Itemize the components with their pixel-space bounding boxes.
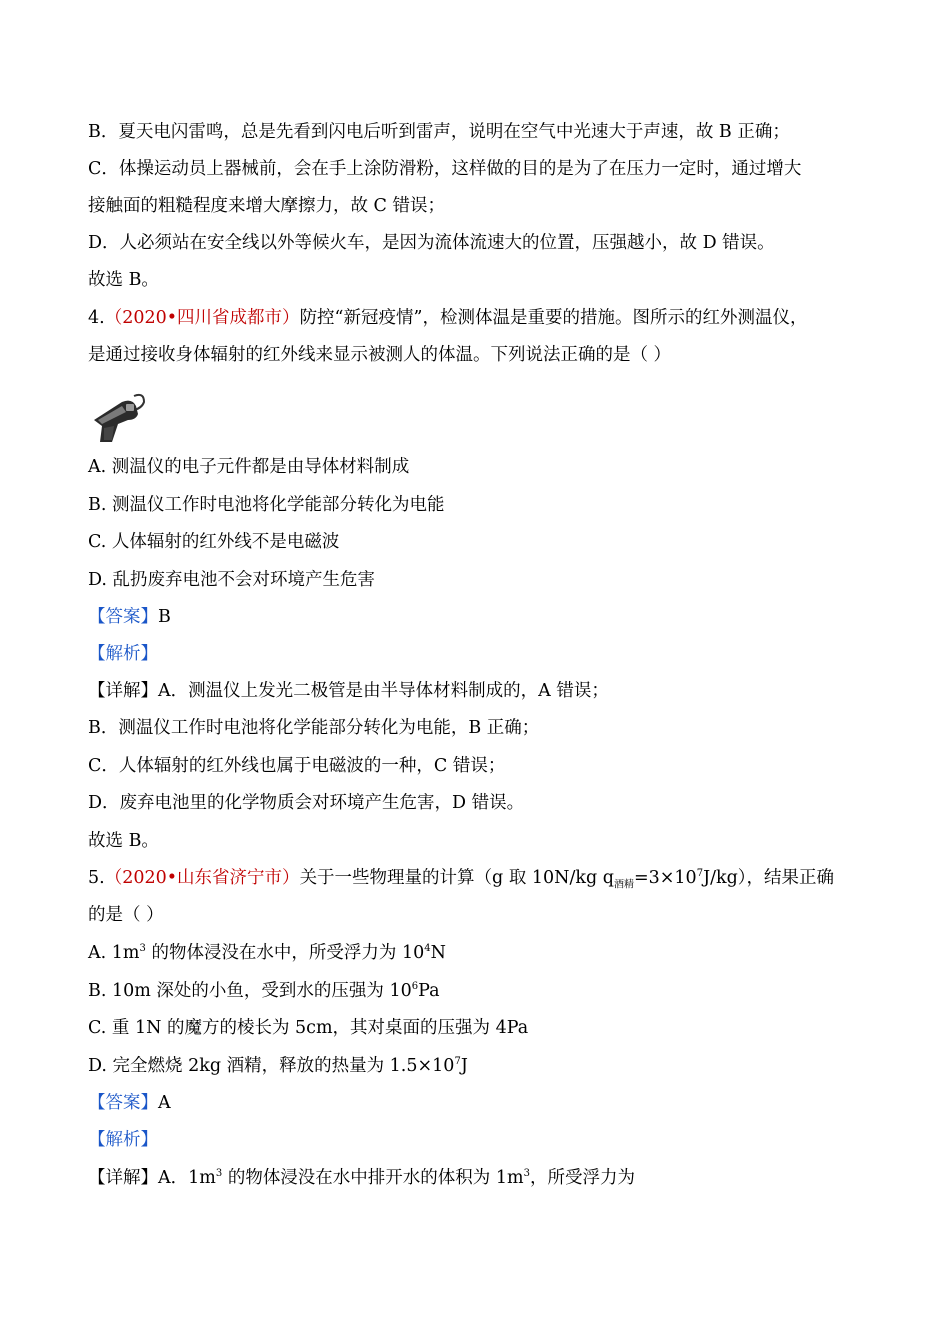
q5-answer-label: 【答案】 <box>88 1093 158 1113</box>
q4-detail-d: D．废弃电池里的化学物质会对环境产生危害，D 错误。 <box>88 793 525 813</box>
q5-option-a-sup2: 4 <box>424 943 431 955</box>
q4-option-a: A. 测温仪的电子元件都是由导体材料制成 <box>88 457 410 477</box>
q4-answer <box>88 605 171 629</box>
q3-explain-c-line2: 接触面的粗糙程度来增大摩擦力，故 C 错误； <box>88 196 446 216</box>
q4-detail-b: B．测温仪工作时电池将化学能部分转化为电能，B 正确； <box>88 718 540 738</box>
q5-source: （2020•山东省济宁市） <box>104 868 300 888</box>
q4-detail-c: C．人体辐射的红外线也属于电磁波的一种，C 错误； <box>88 756 506 776</box>
q5-detail-text3: ，所受浮力为 <box>529 1168 635 1188</box>
q5-number: 5. <box>88 868 105 888</box>
q3-explain-c-line1: C．体操运动员上器械前，会在手上涂防滑粉，这样做的目的是为了在压力一定时，通过增大 <box>88 159 802 179</box>
q5-option-d-sup: 7 <box>454 1056 461 1068</box>
q5-stem-superscript: 7 <box>696 868 704 880</box>
q5-detail-label: 【详解】 <box>88 1168 158 1188</box>
q4-detail-a <box>88 679 609 703</box>
q4-analysis-label: 【解析】 <box>88 644 158 664</box>
q5-stem-text-c: J/kg），结果正确 <box>703 868 835 888</box>
q5-option-b-sup: 6 <box>411 981 419 993</box>
q5-option-d-text2: J <box>460 1056 468 1076</box>
q4-option-c: C. 人体辐射的红外线不是电磁波 <box>88 532 340 552</box>
q4-source: （2020•四川省成都市） <box>104 308 300 328</box>
q4-option-d: D. 乱扔废弃电池不会对环境产生危害 <box>88 570 376 590</box>
q5-option-c: C. 重 1N 的魔方的棱长为 5cm，其对桌面的压强为 4Pa <box>88 1018 529 1038</box>
q4-number: 4. <box>88 308 105 328</box>
q5-option-d-text1: D. 完全燃烧 2kg 酒精，释放的热量为 1.5×10 <box>88 1056 455 1076</box>
q4-detail-label: 【详解】 <box>88 681 158 701</box>
q4-detail-a-text: A．测温仪上发光二极管是由半导体材料制成的，A 错误； <box>158 681 609 701</box>
q5-option-b-text1: B. 10m 深处的小鱼，受到水的压强为 10 <box>88 981 412 1001</box>
q5-analysis-label: 【解析】 <box>88 1130 158 1150</box>
q5-detail-sup2: 3 <box>523 1168 530 1180</box>
q4-conclusion: 故选 B。 <box>88 831 159 851</box>
q4-answer-value: B <box>158 607 171 627</box>
q4-stem-line1 <box>88 306 807 330</box>
infrared-thermometer-icon <box>88 390 158 444</box>
q5-option-a-sup1: 3 <box>139 943 146 955</box>
q4-stem-text: 防控“新冠疫情”，检测体温是重要的措施。图所示的红外测温仪， <box>299 308 808 328</box>
q5-detail-sup1: 3 <box>215 1168 223 1180</box>
q5-option-a-text3: N <box>430 943 446 963</box>
q3-explain-b: B．夏天电闪雷鸣，总是先看到闪电后听到雷声，说明在空气中光速大于声速，故 B 正确； <box>88 122 790 142</box>
q4-answer-label: 【答案】 <box>88 607 158 627</box>
q5-answer-value: A <box>158 1093 171 1113</box>
q3-explain-d: D．人必须站在安全线以外等候火车，是因为流体流速大的位置，压强越小，故 D 错误。 <box>88 233 775 253</box>
q5-detail-a <box>88 1166 635 1190</box>
q5-detail-text1: A．1m <box>158 1168 216 1188</box>
q5-stem-text-b: =3×10 <box>633 868 697 888</box>
q5-stem-text-a: 关于一些物理量的计算（g 取 10N/kg q <box>299 868 614 888</box>
q5-option-a-text2: 的物体浸没在水中，所受浮力为 10 <box>145 943 425 963</box>
q5-answer <box>88 1091 171 1115</box>
q4-stem-line2: 是通过接收身体辐射的红外线来显示被测人的体温。下列说法正确的是（ ） <box>88 345 672 365</box>
q5-option-a-text1: A. 1m <box>88 943 140 963</box>
q5-option-d <box>88 1054 468 1078</box>
q5-stem-line2: 的是（ ） <box>88 905 164 925</box>
q5-stem-line1 <box>88 866 834 890</box>
q5-stem-subscript: 酒精 <box>613 879 634 891</box>
q5-option-b <box>88 979 440 1003</box>
q4-option-b: B. 测温仪工作时电池将化学能部分转化为电能 <box>88 495 445 515</box>
q3-conclusion: 故选 B。 <box>88 270 159 290</box>
q5-detail-text2: 的物体浸没在水中排开水的体积为 1m <box>222 1168 524 1188</box>
q5-option-a <box>88 941 446 965</box>
q5-option-b-text2: Pa <box>418 981 440 1001</box>
